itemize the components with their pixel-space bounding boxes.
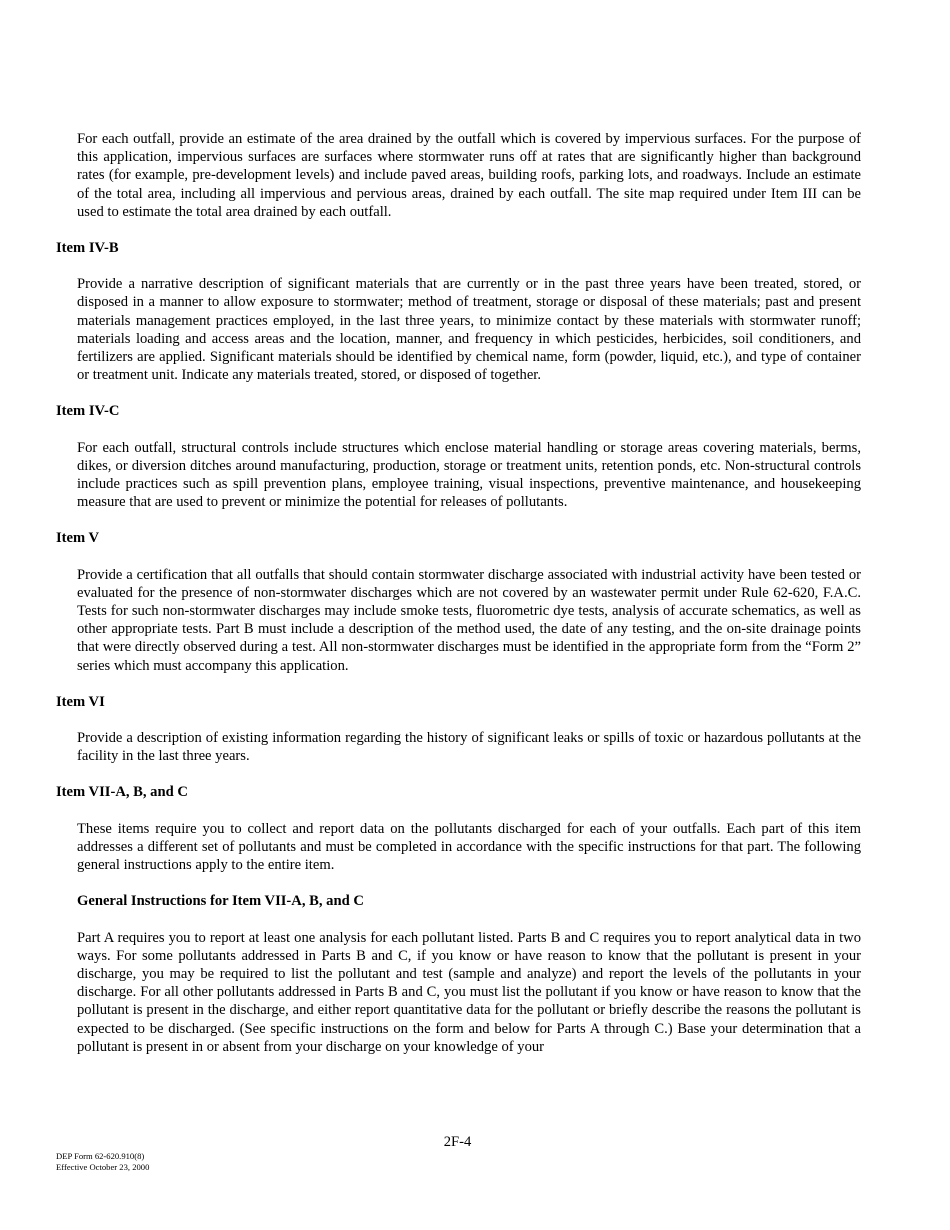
footer-effective-date: Effective October 23, 2000 xyxy=(56,1161,150,1172)
section-heading-item-iv-b: Item IV-B xyxy=(56,240,119,257)
section-body-item-vi: Provide a description of existing information regarding the history of significant leaks or spills of toxic or hazardous pollutants at the facility in the last three years. xyxy=(77,730,861,765)
section-body-item-v: Provide a certification that all outfalls that should contain stormwater discharge associated with industrial activity have been tested or evaluated for the presence of non-stormwater discharges which are not covered by an wastewater permit under Rule 62-620, F.A.C. Tests for such non-stormwater discharges may include smoke tests, fluorometric dye tests, analysis of accurate schematics, as well as other appropriate tests. Part B must include a description of the method used, the date of any testing, and the on-site drainage points that were directly observed during a test. All non-stormwater discharges must be identified in the appropriate form from the “Form 2” series which must accompany this application. xyxy=(77,566,861,674)
section-heading-item-vi: Item VI xyxy=(56,693,105,710)
section-heading-item-v: Item V xyxy=(56,530,100,547)
footer-form-id: DEP Form 62-620.910(8) xyxy=(56,1151,145,1161)
intro-paragraph: For each outfall, provide an estimate of the area drained by the outfall which is covered by impervious surfaces. For the purpose of this application, impervious surfaces are surfaces where stormwater runs off at rates that are significantly higher than background rates (for example, pre-development levels) and include paved areas, building roofs, parking lots, and roadways. Include an estimate of the total area, including all impervious and pervious areas, drained by each outfall. The site map required under Item III can be used to estimate the total area drained by each outfall. xyxy=(77,131,861,220)
form-footer xyxy=(56,1151,149,1172)
section-heading-item-iv-c: Item IV-C xyxy=(56,403,120,420)
page-number: 2F-4 xyxy=(443,1134,472,1150)
general-instructions-heading: General Instructions for Item VII-A, B, and C xyxy=(77,893,364,910)
page-content xyxy=(56,130,861,1056)
section-body-item-vii: These items require you to collect and report data on the pollutants discharged for each of your outfalls. Each part of this item addresses a different set of pollutants and must be completed in accordance with the specific instructions for that part. The following general instructions apply to the entire item. xyxy=(77,820,861,874)
section-body-item-iv-c: For each outfall, structural controls include structures which enclose material handling or storage areas covering materials, berms, dikes, or diversion ditches around manufacturing, production, storage or treatment units, retention ponds, etc. Non-structural controls include practices such as spill prevention plans, employee training, visual inspections, preventive maintenance, and housekeeping measure that are used to prevent or minimize the potential for releases of pollutants. xyxy=(77,439,861,511)
section-heading-item-vii: Item VII-A, B, and C xyxy=(56,784,188,801)
section-body-item-iv-b: Provide a narrative description of significant materials that are currently or in the past three years have been treated, stored, or disposed in a manner to allow exposure to stormwater; method of treatment, storage or disposal of these materials; past and present materials management practices employed, in the last three years, to minimize contact by these materials with stormwater runoff; materials loading and access areas and the location, manner, and frequency in which pesticides, herbicides, soil conditioners, and fertilizers are applied. Significant materials should be identified by chemical name, form (powder, liquid, etc.), and type of container or treatment unit. Indicate any materials treated, stored, or disposed of together. xyxy=(77,276,861,384)
general-instructions-body: Part A requires you to report at least one analysis for each pollutant listed. Parts B and C requires you to report analytical data in two ways. For some pollutants addressed in Parts B and C, if you know or have reason to know that the pollutant is present in your discharge, you may be required to list the pollutant and test (sample and analyze) and report the levels of the pollutants in your discharge. For all other pollutants addressed in Parts B and C, you must list the pollutant if you know or have reason to know that the pollutant is present in the discharge, and either report quantitative data for the pollutant or briefly describe the reasons the pollutant is expected to be discharged. (See specific instructions on the form and below for Parts A through C.) Base your determination that a pollutant is present in or absent from your discharge on your knowledge of your xyxy=(77,929,861,1055)
